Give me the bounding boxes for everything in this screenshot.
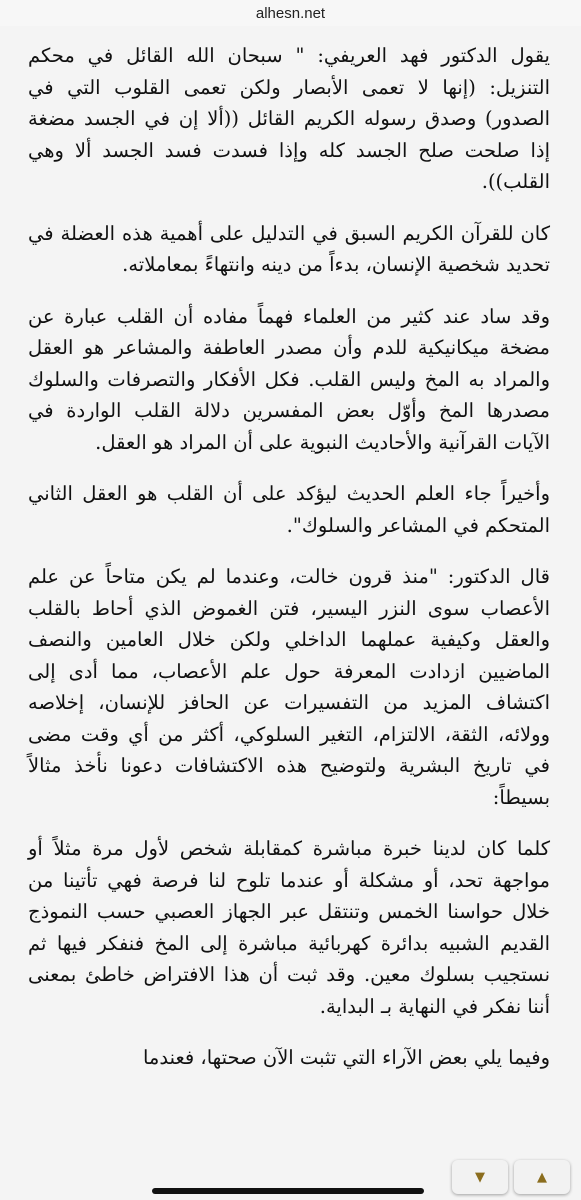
article-paragraph: وفيما يلي بعض الآراء التي تثبت الآن صحتها، فعندما — [142, 1046, 550, 1069]
article-paragraph: كلما كان لدينا خبرة مباشرة كمقابلة شخص لأول مرة مثلاً أو مواجهة تحد، أو مشكلة أو عندما تلوح لنا فرصة فهي تأتينا من خلال حواسنا الخمس وتنتقل عبر الجهاز العصبي حسب النموذج القديم الشبيه بدائرة كهربائية مباشرة إلى المخ فنفكر فيها ثم نستجيب بسلوك معين. وقد ثبت أن هذا الافتراض خاطئ بمعنى أننا نفكر في النهاية بـ البداية. — [28, 837, 550, 1018]
article-paragraph: يقول الدكتور فهد العريفي: " سبحان الله القائل في محكم التنزيل: (إنها لا تعمى الأبصار ولكن تعمى القلوب التي في الصدور) وصدق رسوله الكريم القائل ((ألا إن في الجسد مضغة إذا صلحت صلح الجسد كله وإذا فسدت فسد الجسد ألا وهي القلب)). — [28, 44, 550, 193]
article-page — [0, 26, 581, 1200]
article-paragraph: وقد ساد عند كثير من العلماء فهماً مفاده أن القلب عبارة عن مضخة ميكانيكية للدم وأن مصدر العاطفة والمشاعر هو العقل والمراد به المخ وليس القلب. فكل الأفكار والتصرفات والسلوك مصدرها المخ وأوّل بعض المفسرين دلالة القلب الواردة في الآيات القرآنية والأحاديث النبوية على أن المراد هو العقل. — [28, 304, 550, 454]
article-body — [28, 40, 550, 1094]
arrow-down-icon: ▼ — [475, 1169, 485, 1185]
scroll-up-button[interactable] — [514, 1160, 570, 1194]
article-paragraph: وأخيراً جاء العلم الحديث ليؤكد على أن القلب هو العقل الثاني المتحكم في المشاعر والسلوك". — [28, 482, 550, 537]
url-text: alhesn.net — [255, 4, 326, 22]
browser-address-bar[interactable] — [0, 0, 581, 26]
article-paragraph: قال الدكتور: "منذ قرون خالت، وعندما لم يكن متاحاً عن علم الأعصاب سوى النزر اليسير، فتن الغموض الذي أحاط بالقلب والعقل وكيفية عملهما الداخلي ولكن خلال العامين والنصف الماضيين ازدادت المعرفة حول علم الأعصاب، مما أدى إلى اكتشاف المزيد من التفسيرات عن الحافز للإنسان، إخلاصه وولائه، الثقة، الالتزام، التغير السلوكي، أكثر من أي وقت مضى في تاريخ البشرية ولتوضيح هذه الاكتشافات دعونا نأخذ مثالاً بسيطاً: — [28, 565, 550, 809]
article-paragraph: كان للقرآن الكريم السبق في التدليل على أهمية هذه العضلة في تحديد شخصية الإنسان، بدءاً من دينه وانتهاءً بمعاملاته. — [28, 221, 550, 276]
arrow-up-icon: ▲ — [537, 1169, 547, 1185]
home-indicator[interactable] — [152, 1188, 424, 1194]
scroll-down-button[interactable] — [452, 1160, 508, 1194]
